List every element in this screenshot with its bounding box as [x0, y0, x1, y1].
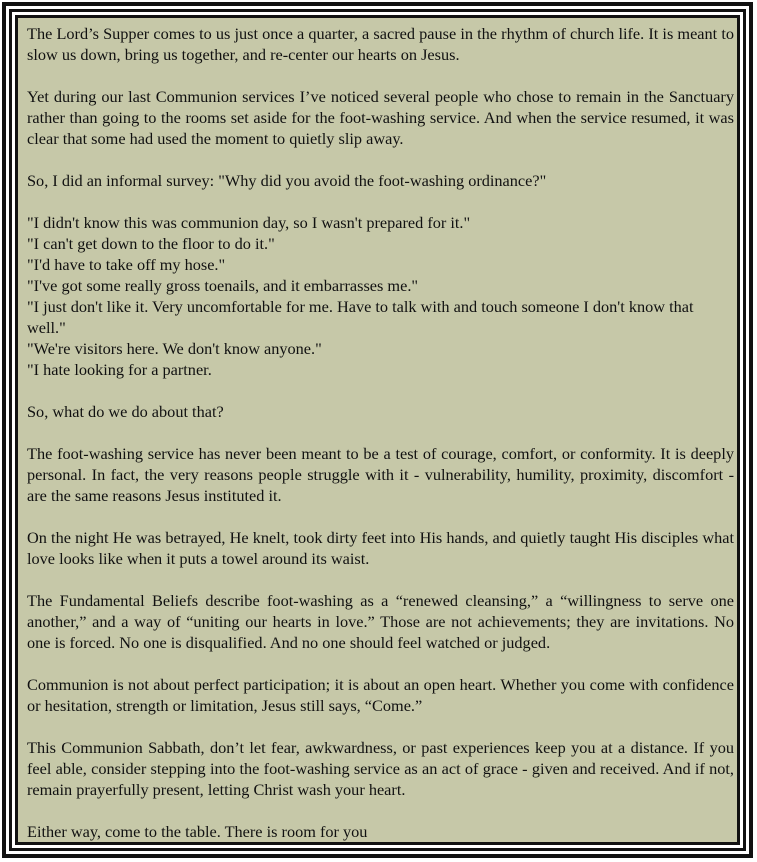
survey-response: "I didn't know this was communion day, so I wasn't prepared for it."	[27, 213, 471, 232]
paragraph-question: So, what do we do about that?	[27, 402, 224, 421]
survey-response: "I just don't like it. Very uncomfortable for me. Have to talk with and touch someone I don't know that well."	[27, 297, 694, 337]
text-panel	[15, 15, 740, 845]
survey-response: "I'd have to take off my hose."	[27, 255, 226, 274]
outer-border-frame	[2, 2, 753, 858]
paragraph-closing: Either way, come to the table. There is room for you	[27, 822, 368, 841]
paragraph-open-heart: Communion is not about perfect participation; it is about an open heart. Whether you come with confidence or hesitation, strength or limitation, Jesus still says, “Come.”	[27, 675, 734, 715]
middle-border-frame	[9, 9, 746, 851]
article-body	[27, 23, 734, 841]
paragraph-betrayal-night: On the night He was betrayed, He knelt, took dirty feet into His hands, and quietly taught His disciples what love looks like when it puts a towel around its waist.	[27, 528, 734, 568]
paragraph-invitation: This Communion Sabbath, don’t let fear, awkwardness, or past experiences keep you at a distance. If you feel able, consider stepping into the foot-washing service as an act of grace - given and received. And if not, remain prayerfully present, letting Christ wash your heart.	[27, 738, 734, 799]
survey-response: "I can't get down to the floor to do it."	[27, 234, 275, 253]
survey-response: "I've got some really gross toenails, and it embarrasses me."	[27, 276, 419, 295]
paragraph-observation: Yet during our last Communion services I’ve noticed several people who chose to remain in the Sanctuary rather than going to the rooms set aside for the foot-washing service. And when the service resumed, it was clear that some had used the moment to quietly slip away.	[27, 87, 734, 148]
paragraph-purpose: The foot-washing service has never been meant to be a test of courage, comfort, or conformity. It is deeply personal. In fact, the very reasons people struggle with it - vulnerability, humility, proximity, discomfort - are the same reasons Jesus instituted it.	[27, 444, 734, 505]
paragraph-intro: The Lord’s Supper comes to us just once a quarter, a sacred pause in the rhythm of church life. It is meant to slow us down, bring us together, and re-center our hearts on Jesus.	[27, 24, 734, 64]
paragraph-fundamental-beliefs: The Fundamental Beliefs describe foot-washing as a “renewed cleansing,” a “willingness to serve one another,” and a way of “uniting our hearts in love.” Those are not achievements; they are invitations. No one is forced. No one is disqualified. And no one should feel watched or judged.	[27, 591, 734, 652]
survey-response: "We're visitors here. We don't know anyone."	[27, 339, 322, 358]
survey-response: "I hate looking for a partner.	[27, 360, 212, 379]
survey-responses-list	[27, 212, 734, 380]
paragraph-survey: So, I did an informal survey: "Why did you avoid the foot-washing ordinance?"	[27, 171, 547, 190]
